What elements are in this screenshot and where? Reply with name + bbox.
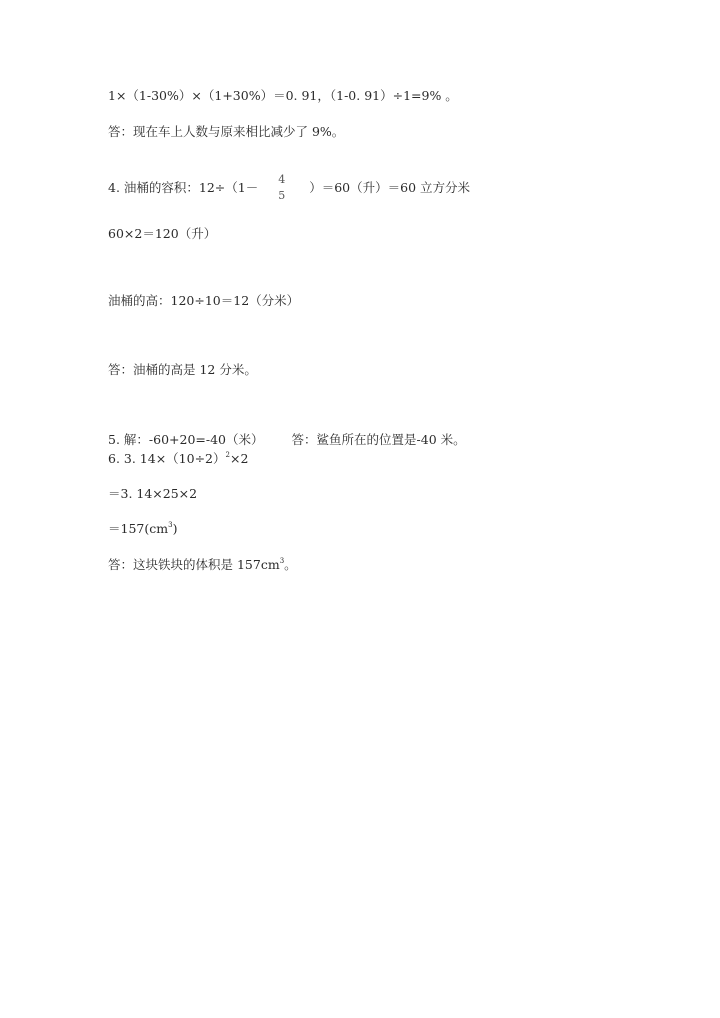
- problem-5-line: [108, 432, 466, 448]
- height-text: 油桶的高：120÷10＝12（分米）: [108, 293, 300, 308]
- fraction: [276, 173, 287, 202]
- result-text-start: ＝157(cm: [108, 521, 169, 536]
- expression-text-end: ×2: [229, 451, 249, 466]
- problem-4-volume-line: [108, 174, 470, 203]
- answer-line-volume: [108, 557, 297, 573]
- answer-text-end: 。: [284, 557, 297, 572]
- step-line-1: [108, 486, 197, 502]
- calculation-text: 60×2＝120（升）: [108, 226, 217, 241]
- fraction-denominator: 5: [278, 189, 286, 202]
- calculation-line-capacity: [108, 226, 216, 242]
- fraction-numerator: 4: [278, 173, 286, 186]
- answer-line-height: [108, 362, 257, 378]
- step-text: ＝3. 14×25×2: [108, 486, 198, 501]
- equation-text: 1×（1-30%）×（1+30%）＝0. 91，（1-0. 91）÷1=9% 。: [108, 88, 458, 103]
- answer-text-start: 答：这块铁块的体积是 157cm: [108, 557, 280, 572]
- unit-exponent: 3: [279, 557, 285, 565]
- exponent: 2: [225, 451, 230, 459]
- expression-text-start: 6. 3. 14×（10÷2）: [108, 451, 226, 466]
- answer-text: 答：现在车上人数与原来相比减少了 9%。: [108, 124, 345, 139]
- step-line-2: [108, 521, 177, 537]
- solution-text: 5. 解：-60+20=-40（米）: [108, 432, 264, 447]
- volume-text-end: ）＝60（升）＝60 立方分米: [309, 180, 471, 195]
- problem-6-line: [108, 451, 248, 467]
- answer-text: 答：油桶的高是 12 分米。: [108, 362, 257, 377]
- height-calculation-line: [108, 293, 299, 309]
- answer-text: 答：鲨鱼所在的位置是-40 米。: [291, 432, 466, 447]
- result-text-end: ): [172, 521, 178, 536]
- equation-line-percent: [108, 88, 458, 104]
- volume-text-start: 4. 油桶的容积：12÷（1－: [108, 180, 259, 195]
- answer-line-percent: [108, 124, 344, 140]
- unit-exponent: 3: [168, 521, 173, 529]
